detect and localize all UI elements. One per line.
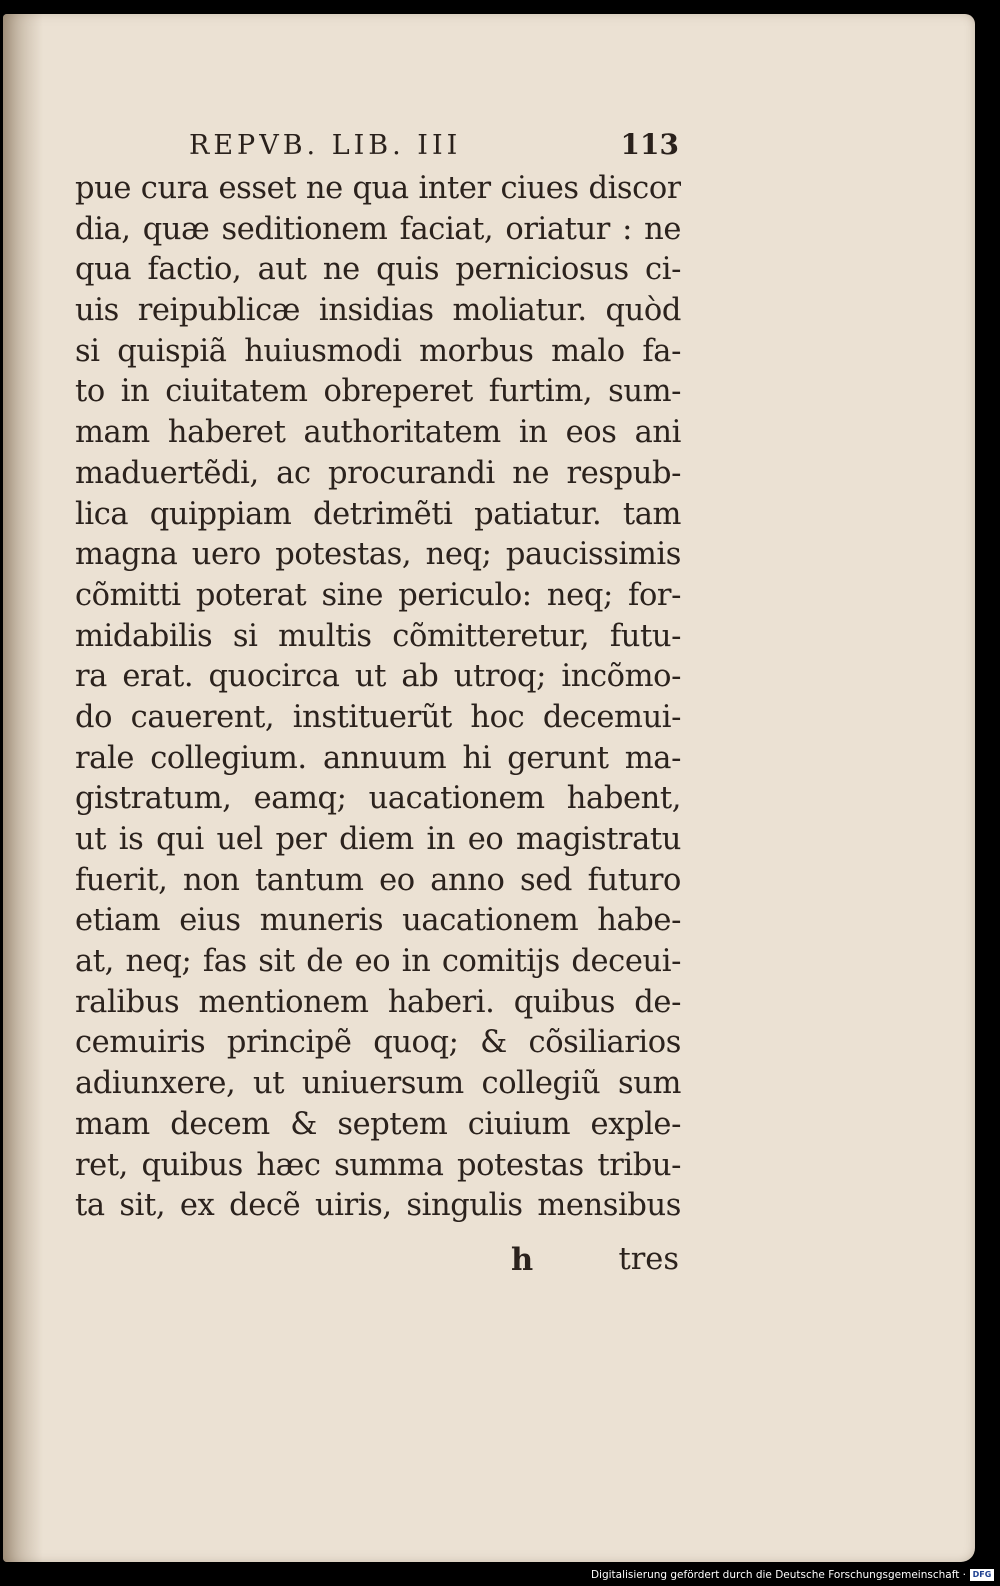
text-line: to in ciuitatem obreperet furtim, sum-: [75, 374, 681, 410]
text-line: mam haberet authoritatem in eos ani: [75, 415, 681, 451]
page-foot-line: [75, 1242, 681, 1282]
running-head-title: REPVB. LIB. III: [189, 130, 462, 161]
text-line: mam decem & septem ciuium exple-: [75, 1106, 681, 1142]
dfg-logo: DFG: [970, 1569, 994, 1581]
book-page: [3, 14, 975, 1562]
text-line: cemuiris principẽ quoq; & cõsiliarios: [75, 1025, 681, 1061]
text-line: adiunxere, ut uniuersum collegiũ sum: [75, 1066, 681, 1102]
text-line: ut is qui uel per diem in eo magistratu: [75, 822, 681, 857]
text-line: pue cura esset ne qua inter ciues discor: [75, 171, 681, 206]
signature-mark: h: [511, 1242, 534, 1278]
text-line: maduertẽdi, ac procurandi ne respub-: [75, 455, 681, 491]
text-line: si quispiã huiusmodi morbus malo fa-: [75, 333, 681, 369]
text-line: ralibus mentionem haberi. quibus de-: [75, 984, 681, 1020]
digitization-credit: [591, 1567, 994, 1583]
catchword: tres: [618, 1242, 679, 1277]
text-line: at, neq; fas sit de eo in comitijs deceui-: [75, 944, 681, 980]
text-line: uis reipublicæ insidias moliatur. quòd: [75, 293, 681, 329]
text-line: gistratum, eamq; uacationem habent,: [75, 781, 681, 817]
text-line: ta sit, ex decẽ uiris, singulis mensibus: [75, 1188, 681, 1224]
credit-text: Digitalisierung gefördert durch die Deutsche Forschungsgemeinschaft ·: [590, 1569, 966, 1581]
text-line: dia, quæ seditionem faciat, oriatur : ne: [75, 211, 681, 247]
page-number: 113: [620, 128, 679, 161]
body-text: [75, 169, 681, 1227]
text-line: midabilis si multis cõmitteretur, futu-: [75, 618, 681, 654]
text-line: rale collegium. annuum hi gerunt ma-: [75, 740, 681, 776]
text-line: lica quippiam detrimẽti patiatur. tam: [75, 496, 681, 532]
text-line: qua factio, aut ne quis perniciosus ci-: [75, 252, 681, 288]
text-line: cõmitti poterat sine periculo: neq; for-: [75, 577, 681, 613]
text-line: etiam eius muneris uacationem habe-: [75, 903, 681, 939]
text-line: ret, quibus hæc summa potestas tribu-: [75, 1147, 681, 1183]
running-head: [189, 128, 679, 168]
text-line: ra erat. quocirca ut ab utroq; incõmo-: [75, 659, 681, 695]
text-line: do cauerent, instituerũt hoc decemui-: [75, 699, 681, 735]
text-line: fuerit, non tantum eo anno sed futuro: [75, 862, 681, 898]
text-line: magna uero potestas, neq; paucissimis: [75, 537, 681, 573]
